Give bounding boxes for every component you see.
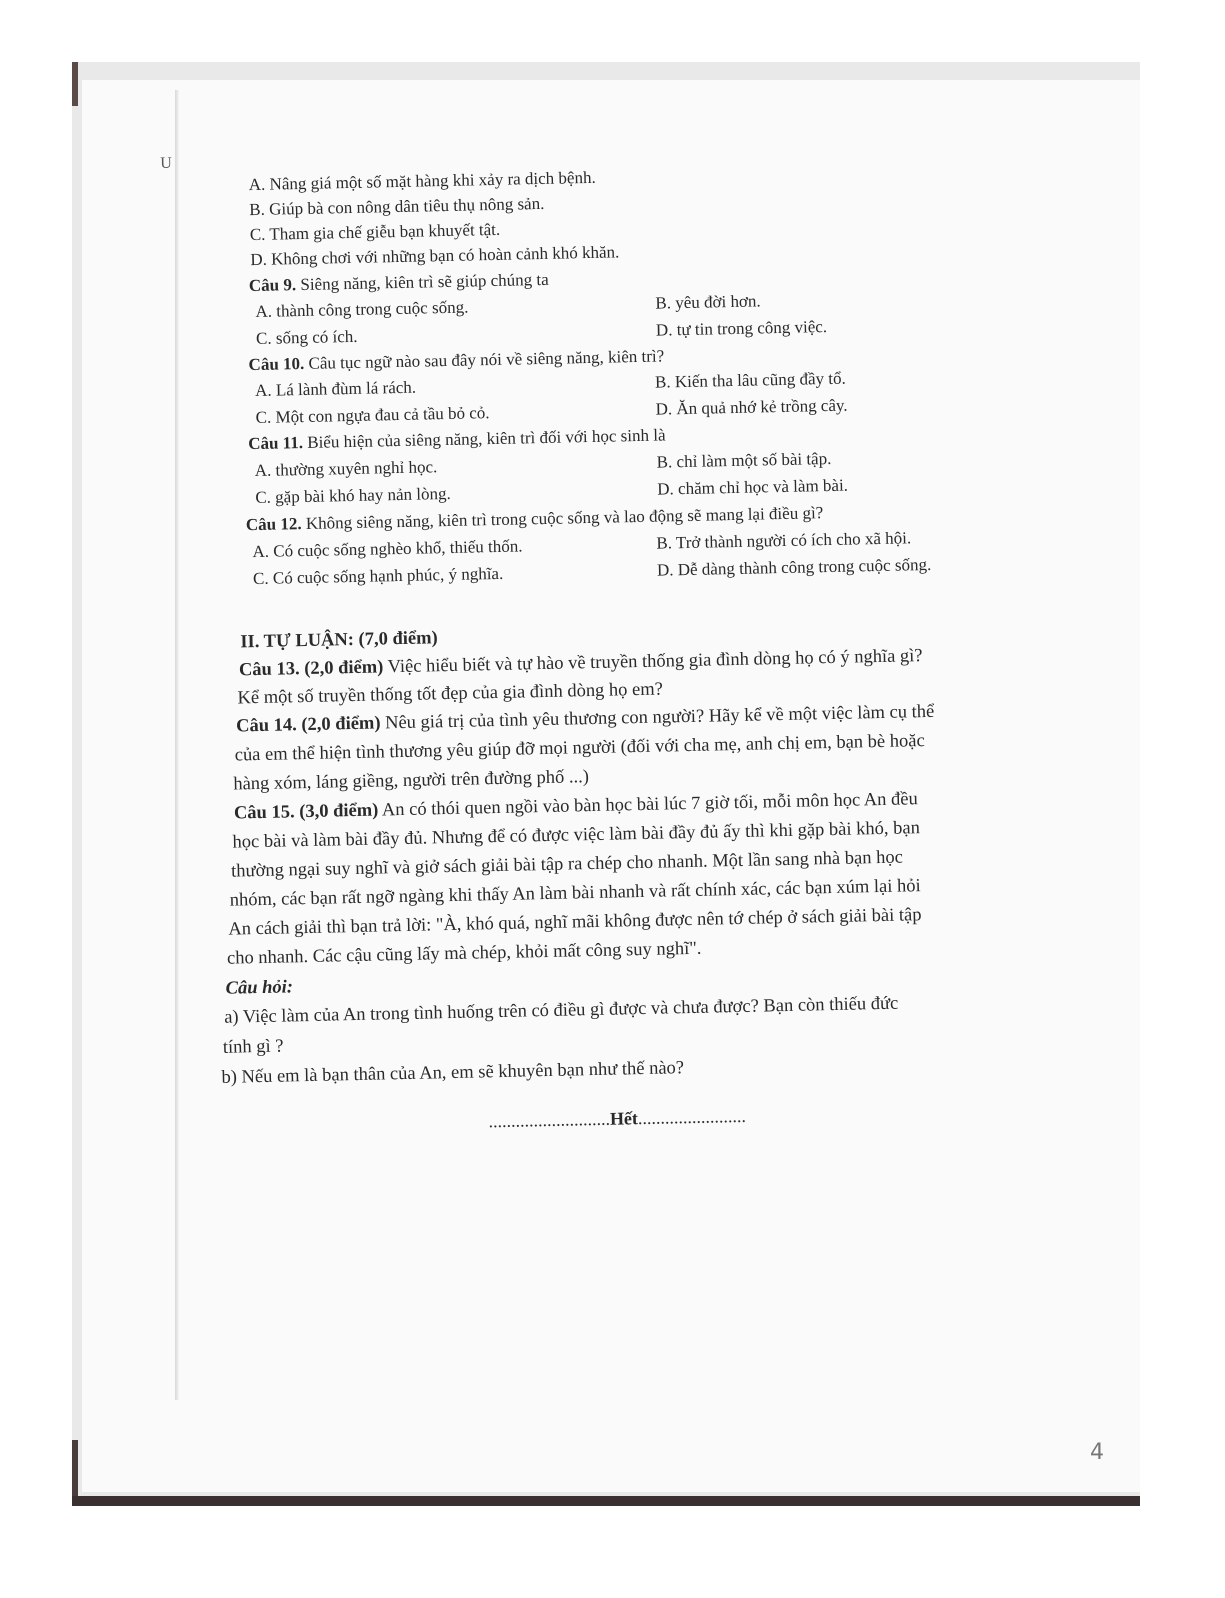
question-15-label: Câu 15. (3,0 điểm) (233, 800, 379, 824)
question-14-text: Nêu giá trị của tình yêu thương con người? Hãy kể về một việc làm cụ thể (380, 701, 935, 734)
q8-option-b: B. Giúp bà con nông dân tiêu thụ nông sản. (249, 193, 545, 220)
question-9-label: Câu 9. (248, 275, 297, 296)
question-11-text: Biểu hiện của siêng năng, kiên trì đối với học sinh là (302, 425, 666, 453)
q9-option-a: A. thành công trong cuộc sống. (255, 297, 469, 321)
question-13-line-2: Kể một số truyền thống tốt đẹp của gia đình dòng họ em? (237, 679, 664, 709)
question-15-text: An có thói quen ngồi vào bàn học bài lúc 7 giờ tối, mỗi môn học An đều (378, 789, 918, 821)
q12-option-a: A. Có cuộc sống nghèo khổ, thiếu thốn. (252, 536, 523, 562)
q10-option-b: B. Kiến tha lâu cũng đầy tổ. (654, 368, 846, 392)
q8-option-c: C. Tham gia chế giễu bạn khuyết tật. (249, 219, 501, 245)
question-10 (248, 345, 664, 376)
question-10-label: Câu 10. (248, 353, 305, 375)
question-9-text: Siêng năng, kiên trì sẽ giúp chúng ta (295, 269, 549, 295)
question-15-line-5: An cách giải thì bạn trả lời: "À, khó quá, nghĩ mãi không được nên tớ chép ở sách giải bài tập (228, 905, 922, 940)
margin-mark: U (160, 154, 173, 172)
q12-option-c: C. Có cuộc sống hạnh phúc, ý nghĩa. (252, 563, 504, 589)
q10-option-d: D. Ăn quả nhớ kẻ trồng cây. (655, 395, 848, 419)
question-heading: Câu hỏi: (225, 977, 294, 999)
q8-option-a: A. Nâng giá một số mặt hàng khi xảy ra dịch bệnh. (248, 167, 596, 195)
question-15-line-3: thường ngại suy nghĩ và giở sách giải bài tập ra chép cho nhanh. Một lần sang nhà bạn học (230, 847, 904, 882)
question-14-line-2: của em thể hiện tình thương yêu giúp đỡ mọi người (đối với cha mẹ, anh chị em, bạn bè hoặc (234, 731, 925, 766)
q11-option-c: C. gặp bài khó hay nản lòng. (255, 483, 451, 508)
q11-option-a: A. thường xuyên nghỉ học. (254, 457, 438, 481)
q10-option-c: C. Một con ngựa đau cả tầu bỏ cỏ. (255, 403, 490, 428)
q8-option-d: D. Không chơi với những bạn có hoàn cảnh khó khăn. (250, 242, 620, 270)
end-label: Hết (609, 1108, 639, 1129)
question-14-label: Câu 14. (2,0 điểm) (235, 713, 381, 737)
q12-option-b: B. Trở thành người có ích cho xã hội. (656, 528, 912, 553)
question-13-text: Việc hiểu biết và tự hào về truyền thống gia đình dòng họ có ý nghĩa gì? (383, 646, 923, 678)
question-15-line-4: nhóm, các bạn rất ngỡ ngàng khi thấy An làm bài nhanh và rất chính xác, các bạn xúm lại hỏi (229, 876, 921, 911)
question-14-line-3: hàng xóm, láng giềng, người trên đường phố ...) (233, 767, 590, 795)
subquestion-a-line-2: tính gì ? (222, 1036, 284, 1058)
question-13-label: Câu 13. (2,0 điểm) (238, 657, 384, 681)
subquestion-b: b) Nếu em là bạn thân của An, em sẽ khuyên bạn như thế nào? (221, 1058, 685, 1088)
q9-option-c: C. sống có ích. (255, 326, 358, 348)
question-15-line-2: học bài và làm bài đầy đủ. Nhưng để có được việc làm bài đầy đủ ấy thì khi gặp bài khó, bạn (232, 818, 921, 853)
q11-option-d: D. chăm chỉ học và làm bài. (657, 475, 849, 499)
q9-option-b: B. yêu đời hơn. (655, 291, 761, 313)
question-10-text: Câu tục ngữ nào sau đây nói về siêng năng, kiên trì? (304, 346, 665, 373)
end-dots-left: ........................... (488, 1108, 611, 1132)
question-11-label: Câu 11. (248, 433, 304, 454)
question-9 (249, 269, 549, 297)
q12-option-d: D. Dễ dàng thành công trong cuộc sống. (656, 554, 932, 580)
subquestion-a-line-1: a) Việc làm của An trong tình huống trên có điều gì được và chưa được? Bạn còn thiếu đức (224, 993, 899, 1028)
question-15-line-6: cho nhanh. Các cậu cũng lấy mà chép, khỏi mất công suy nghĩ". (226, 938, 702, 969)
q11-option-b: B. chỉ làm một số bài tập. (656, 448, 832, 472)
section-2-title: II. TỰ LUẬN: (7,0 điểm) (240, 628, 438, 653)
page-number: 4 (1090, 1440, 1104, 1465)
q9-option-d: D. tự tin trong công việc. (655, 317, 828, 340)
question-12-label: Câu 12. (245, 514, 302, 535)
q10-option-a: A. Lá lành đùm lá rách. (254, 377, 417, 401)
question-12-text: Không siêng năng, kiên trì trong cuộc sống và lao động sẽ mang lại điều gì? (301, 503, 824, 534)
end-dots-right: ........................ (637, 1105, 747, 1129)
question-11 (248, 424, 666, 455)
end-marker (488, 1106, 746, 1132)
